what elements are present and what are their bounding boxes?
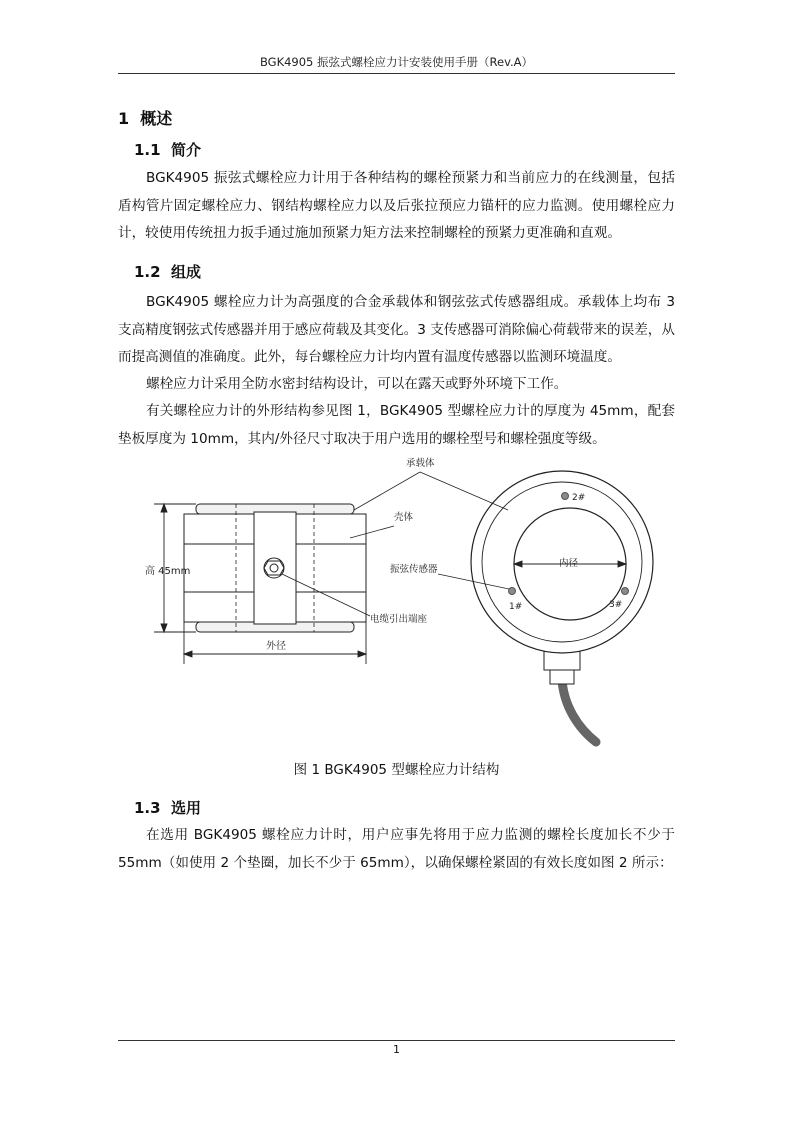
section-title: 概述 (140, 109, 173, 128)
section-title: 组成 (171, 263, 202, 281)
composition-paragraph-3: 有关螺栓应力计的外形结构参见图 1，BGK4905 型螺栓应力计的厚度为 45mm，配套垫板厚度为 10mm，其内/外径尺寸取决于用户选用的螺栓型号和螺栓强度等级。 (118, 403, 675, 447)
section-1-1-heading (134, 139, 201, 160)
intro-paragraph: BGK4905 振弦式螺栓应力计用于各种结构的螺栓预紧力和当前应力的在线测量，包括盾构管片固定螺栓应力、钢结构螺栓应力以及后张拉预应力锚杆的应力监测。使用螺栓应力计，较使用传统扭力扳手通过施加预紧力矩方法来控制螺栓的预紧力更准确和直观。 (118, 170, 675, 241)
section-1-2-heading (134, 261, 201, 282)
section-number: 1 (118, 109, 130, 128)
bearing-body-label: 承载体 (406, 458, 435, 469)
header-rule (118, 73, 675, 74)
figure-1-drawing (118, 448, 675, 753)
vibrating-wire-sensor-label: 振弦传感器 (390, 564, 438, 575)
section-1-heading (118, 106, 172, 129)
section-number: 1.3 (134, 799, 161, 817)
section-title: 简介 (171, 141, 202, 159)
figure-1-caption: 图 1 BGK4905 型螺栓应力计结构 (293, 762, 500, 778)
front-view (471, 471, 653, 742)
footer-rule (118, 1040, 675, 1041)
composition-paragraph-1: BGK4905 螺栓应力计为高强度的合金承载体和钢弦弦式传感器组成。承载体上均布 3 支高精度钢弦式传感器并用于感应荷载及其变化。3 支传感器可消除偏心荷载带来的误差，从而提高测值的准确度。此外，每台螺栓应力计均内置有温度传感器以监测环境温度。 (118, 294, 675, 365)
sensor-1-label: 1# (509, 602, 523, 612)
selection-paragraph: 在选用 BGK4905 螺栓应力计时，用户应事先将用于应力监测的螺栓长度加长不少于 55mm（如使用 2 个垫圈，加长不少于 65mm），以确保螺栓紧固的有效长度如图 2 所示： (118, 827, 675, 871)
section-number: 1.2 (134, 263, 161, 281)
side-view (184, 504, 366, 632)
section-title: 选用 (171, 799, 202, 817)
inner-diameter-label: 内径 (559, 558, 579, 569)
sensor-3-label: 3# (609, 600, 623, 610)
figure-1 (118, 448, 675, 753)
shell-label: 壳体 (394, 512, 414, 523)
section-1-3-heading (134, 797, 201, 818)
cable-connector-label: 电缆引出端座 (370, 614, 428, 625)
height-label: 高 45mm (145, 566, 191, 577)
outer-diameter-label: 外径 (266, 641, 286, 652)
page-number: 1 (393, 1043, 400, 1056)
section-number: 1.1 (134, 141, 161, 159)
page-header: BGK4905 振弦式螺栓应力计安装使用手册（Rev.A） (259, 55, 534, 69)
sensor-2-label: 2# (572, 493, 586, 503)
composition-paragraph-2: 螺栓应力计采用全防水密封结构设计，可以在露天或野外环境下工作。 (146, 376, 568, 392)
